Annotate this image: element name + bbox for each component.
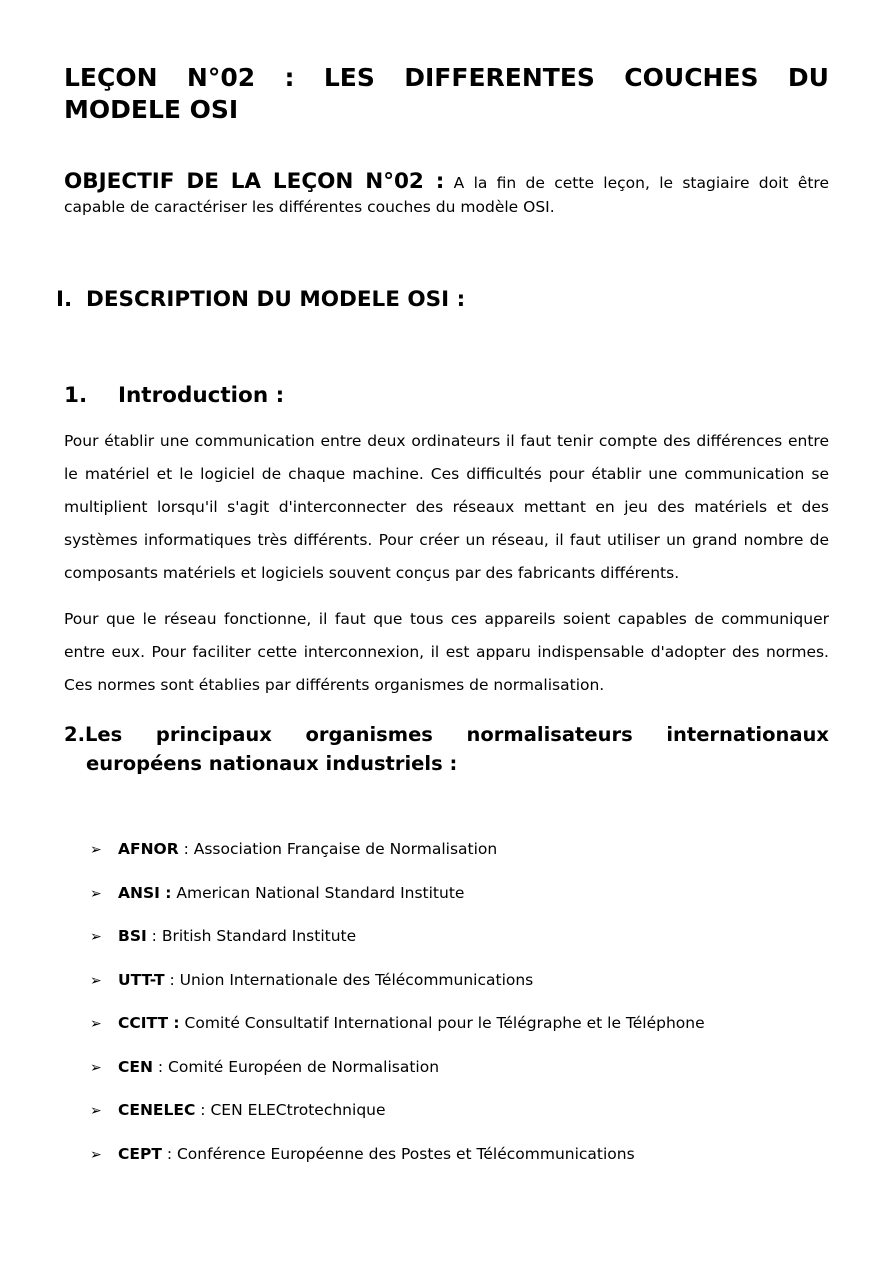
introduction-title: Introduction : [118,383,285,408]
arrow-bullet-icon: ➢ [90,842,102,858]
section-heading [56,285,465,315]
list-item [90,1094,705,1138]
list-item [90,1138,705,1182]
organism-desc: Comité Consultatif International pour le Télégraphe et le Téléphone [179,1014,705,1032]
organism-abbr: CEPT [118,1144,162,1163]
introduction-heading [64,381,284,411]
organism-abbr: BSI [118,927,147,945]
list-item [90,1007,705,1051]
organism-abbr: CCITT : [118,1014,180,1032]
list-item [90,1051,705,1095]
organisms-number: 2. [64,723,85,746]
organism-desc: : British Standard Institute [146,927,357,945]
organism-desc: : CEN ELECtrotechnique [195,1101,386,1119]
arrow-bullet-icon: ➢ [90,929,102,945]
organisms-heading [64,720,829,778]
organism-desc: American National Standard Institute [171,883,465,902]
organisms-title: Les principaux organismes normalisateurs internationaux européens nationaux industriels : [84,723,829,775]
list-item [90,877,705,921]
arrow-bullet-icon: ➢ [90,1146,102,1163]
organism-abbr: AFNOR [118,840,179,858]
lesson-objective [64,170,829,219]
introduction-paragraph: Pour établir une communication entre deux ordinateurs il faut tenir compte des différences entre le matériel et le logiciel de chaque machine. Ces difficultés pour établir une communication se multiplient lorsqu'il s'agit d'interconnecter des réseaux mettant en jeu des matériels et des systèmes informatiques très différents. Pour créer un réseau, il faut utiliser un grand nombre de composants matériels et logiciels souvent conçus par des fabricants différents. [64,432,829,582]
organism-abbr: CEN [118,1057,153,1076]
organism-desc: : Union Internationale des Télécommunications [164,970,534,989]
arrow-bullet-icon: ➢ [90,1103,102,1119]
organisms-list [90,833,705,1181]
objective-text: A la fin de cette leçon, le stagiaire doit être capable de caractériser les différentes couches du modèle OSI. [64,174,829,216]
arrow-bullet-icon: ➢ [90,885,102,902]
list-item [90,833,705,877]
arrow-bullet-icon: ➢ [90,1059,102,1076]
section-number: I. [56,287,73,312]
section-title: DESCRIPTION DU MODELE OSI : [86,287,466,312]
lesson-title: LEÇON N°02 : LES DIFFERENTES COUCHES DU MODELE OSI [64,63,829,124]
list-item [90,964,705,1008]
organism-desc: : Conférence Européenne des Postes et Télécommunications [161,1144,635,1163]
organism-abbr: CENELEC [118,1101,196,1119]
organism-abbr: UTT-T [118,970,165,989]
list-item [90,920,705,964]
arrow-bullet-icon: ➢ [90,972,102,989]
introduction-number: 1. [64,383,88,408]
organism-desc: : Association Française de Normalisation [178,840,498,858]
arrow-bullet-icon: ➢ [90,1016,102,1032]
introduction-paragraph: Pour que le réseau fonctionne, il faut que tous ces appareils soient capables de communiquer entre eux. Pour faciliter cette interconnexion, il est apparu indispensable d'adopter des normes. Ces normes sont établies par différents organismes de normalisation. [64,610,829,694]
organism-desc: : Comité Européen de Normalisation [152,1057,440,1076]
objective-label: OBJECTIF DE LA LEÇON N°02 : [64,169,445,194]
organism-abbr: ANSI : [118,883,172,902]
